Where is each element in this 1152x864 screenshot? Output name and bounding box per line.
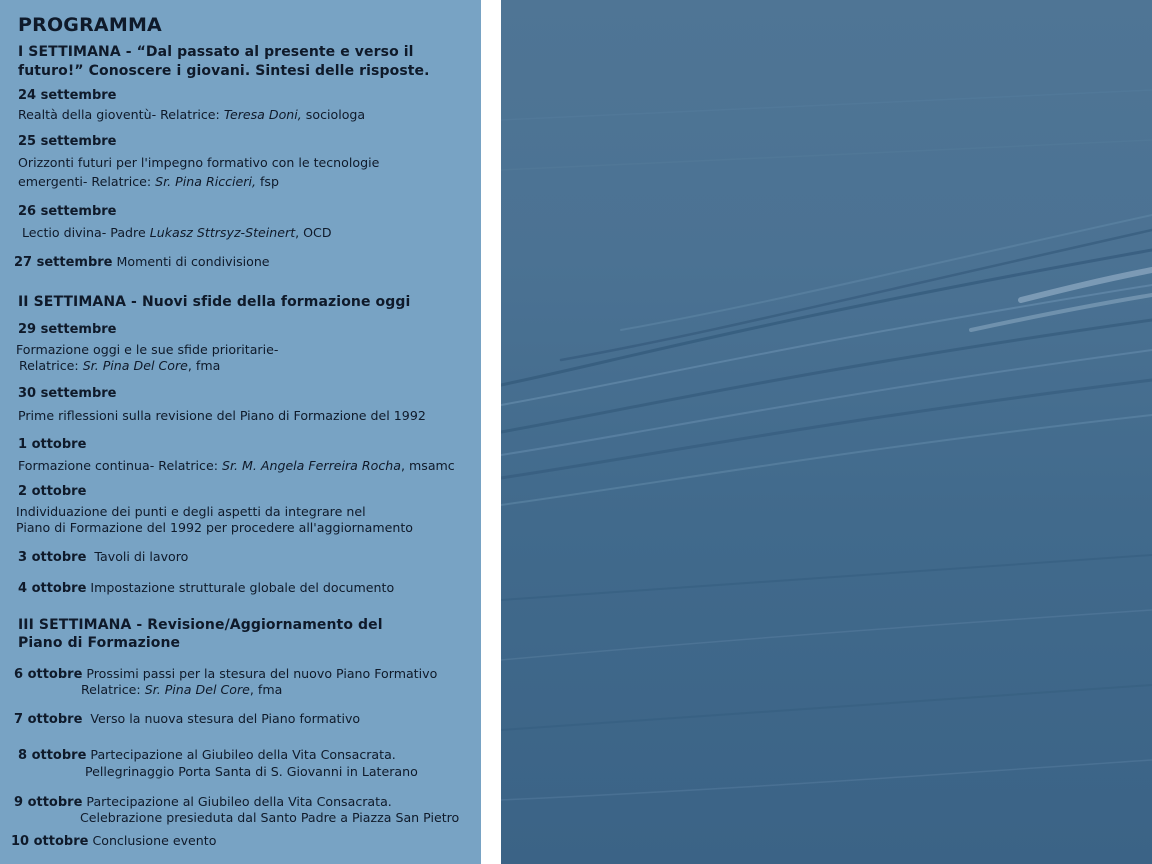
item-24-settembre-text: Realtà della gioventù- Relatrice: Teresa Doni, sociologa (18, 107, 366, 122)
item-29-settembre-line1: Formazione oggi e le sue sfide prioritarie- (16, 342, 279, 357)
date-8-ottobre: 8 ottobre (18, 748, 87, 763)
date-1-ottobre: 1 ottobre (18, 437, 87, 452)
week1-heading-line2: futuro!” Conoscere i giovani. Sintesi delle risposte. (18, 63, 430, 79)
item-6-ottobre-line2: Relatrice: Sr. Pina Del Core, fma (81, 682, 283, 697)
date-30-settembre: 30 settembre (18, 386, 117, 401)
speaker: Lukasz Sttrsyz-Steinert (149, 225, 296, 240)
item-8-ottobre-line1: 8 ottobre Partecipazione al Giubileo della Vita Consacrata. (18, 747, 396, 763)
item-27-settembre: 27 settembre Momenti di condivisione (14, 254, 270, 270)
date-6-ottobre: 6 ottobre (14, 667, 83, 682)
item-1-ottobre-text: Formazione continua- Relatrice: Sr. M. Angela Ferreira Rocha, msamc (18, 458, 455, 473)
item-2-ottobre-line2: Piano di Formazione del 1992 per procedere all'aggiornamento (16, 520, 413, 535)
item-26-settembre-text: Lectio divina- Padre Lukasz Sttrsyz-Steinert, OCD (22, 225, 332, 240)
date-10-ottobre: 10 ottobre (11, 834, 89, 849)
speaker: Sr. Pina Del Core (144, 682, 250, 697)
item-30-settembre-text: Prime riflessioni sulla revisione del Piano di Formazione del 1992 (18, 408, 426, 423)
speaker: Sr. M. Angela Ferreira Rocha (221, 458, 401, 473)
date-4-ottobre: 4 ottobre (18, 581, 87, 596)
week3-heading-line2: Piano di Formazione (18, 635, 181, 651)
item-2-ottobre-line1: Individuazione dei punti e degli aspetti da integrare nel (16, 504, 366, 519)
date-9-ottobre: 9 ottobre (14, 795, 83, 810)
item-8-ottobre-line2: Pellegrinaggio Porta Santa di S. Giovanni in Laterano (85, 764, 418, 779)
item-9-ottobre-line1: 9 ottobre Partecipazione al Giubileo della Vita Consacrata. (14, 794, 392, 810)
date-29-settembre: 29 settembre (18, 322, 117, 337)
date-24-settembre: 24 settembre (18, 88, 117, 103)
item-7-ottobre: 7 ottobre Verso la nuova stesura del Piano formativo (14, 711, 361, 727)
program-title: PROGRAMMA (18, 14, 162, 36)
speaker: Teresa Doni, (223, 107, 302, 122)
item-25-settembre-line1: Orizzonti futuri per l'impegno formativo con le tecnologie (18, 155, 380, 170)
sea-waves-image (501, 0, 1152, 864)
date-7-ottobre: 7 ottobre (14, 712, 83, 727)
item-4-ottobre: 4 ottobre Impostazione strutturale globale del documento (18, 580, 395, 596)
week1-heading-line1: I SETTIMANA - “Dal passato al presente e verso il (18, 44, 414, 60)
item-3-ottobre: 3 ottobre Tavoli di lavoro (18, 549, 189, 565)
week2-heading: II SETTIMANA - Nuovi sfide della formazione oggi (18, 294, 411, 310)
sea-photo (501, 0, 1152, 864)
date-27-settembre: 27 settembre (14, 255, 113, 270)
program-panel (0, 0, 481, 864)
week3-heading-line1: III SETTIMANA - Revisione/Aggiornamento del (18, 617, 383, 633)
item-10-ottobre: 10 ottobre Conclusione evento (11, 833, 217, 849)
item-29-settembre-line2: Relatrice: Sr. Pina Del Core, fma (19, 358, 221, 373)
speaker: Sr. Pina Riccieri, (155, 174, 256, 189)
divider (481, 0, 501, 864)
date-26-settembre: 26 settembre (18, 204, 117, 219)
item-25-settembre-line2: emergenti- Relatrice: Sr. Pina Riccieri, fsp (18, 174, 279, 189)
item-6-ottobre-line1: 6 ottobre Prossimi passi per la stesura del nuovo Piano Formativo (14, 666, 438, 682)
date-3-ottobre: 3 ottobre (18, 550, 87, 565)
item-9-ottobre-line2: Celebrazione presieduta dal Santo Padre a Piazza San Pietro (80, 810, 460, 825)
speaker: Sr. Pina Del Core (82, 358, 188, 373)
date-25-settembre: 25 settembre (18, 134, 117, 149)
date-2-ottobre: 2 ottobre (18, 484, 87, 499)
